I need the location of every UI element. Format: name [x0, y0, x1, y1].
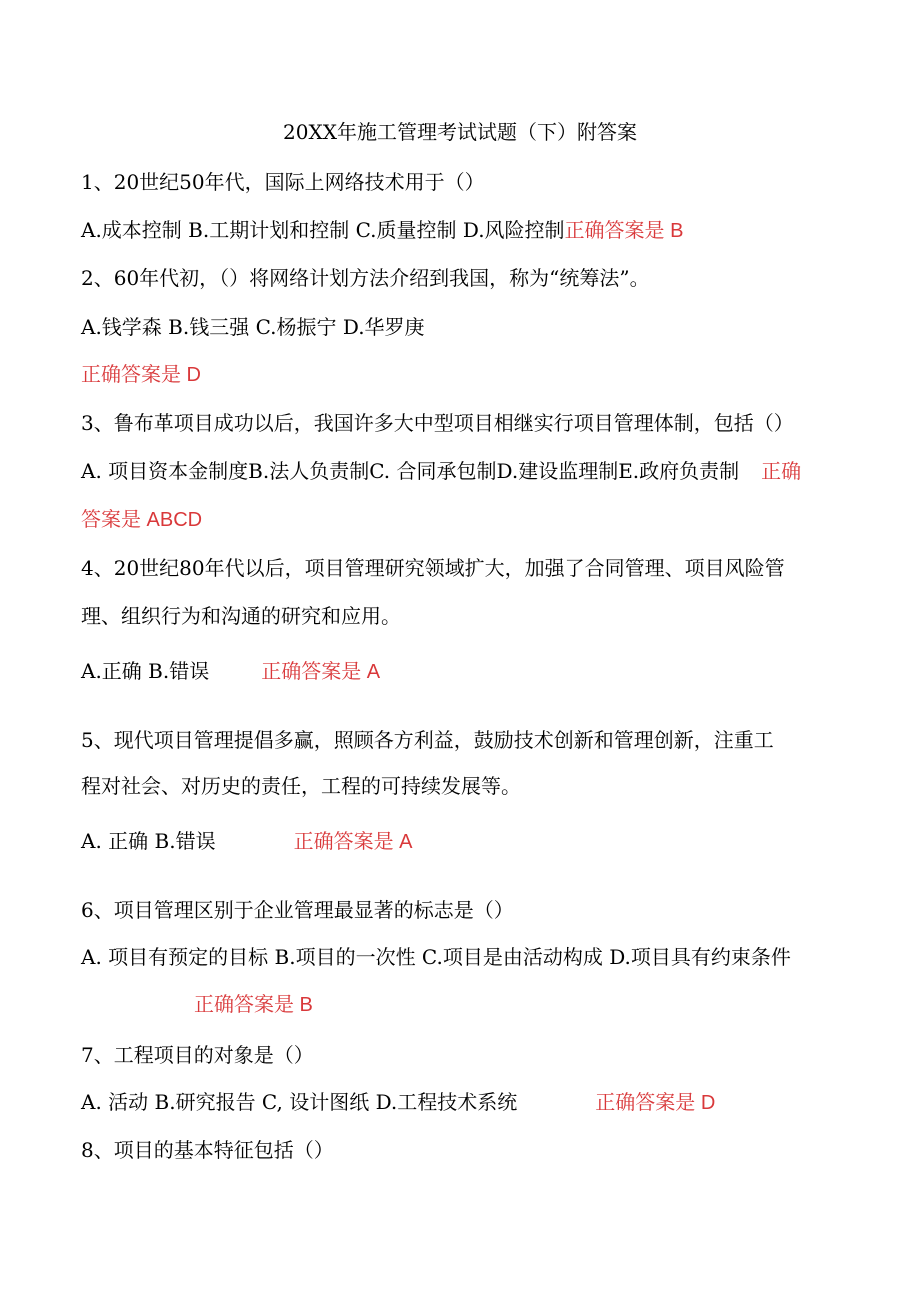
question-4-options: A.正确 B.错误: [81, 659, 210, 683]
question-4-answer: 正确答案是 A: [261, 661, 381, 683]
question-4-stem-line-1: 4、20世纪80年代以后，项目管理研究领域扩大，加强了合同管理、项目风险管: [81, 556, 785, 580]
question-5-stem-line-1: 5、现代项目管理提倡多赢，照顾各方利益，鼓励技术创新和管理创新，注重工: [81, 728, 774, 752]
question-5-options: A. 正确 B.错误: [81, 829, 216, 853]
question-6-options: A. 项目有预定的目标 B.项目的一次性 C.项目是由活动构成 D.项目具有约束条件: [81, 945, 791, 969]
question-5-stem-line-2: 程对社会、对历史的责任，工程的可持续发展等。: [81, 774, 521, 798]
question-4-stem-line-2: 理、组织行为和沟通的研究和应用。: [81, 604, 401, 628]
question-7-answer: 正确答案是 D: [595, 1092, 716, 1114]
question-7-stem: 7、工程项目的对象是（）: [81, 1043, 314, 1067]
question-2-stem: 2、60年代初，（）将网络计划方法介绍到我国，称为“统筹法”。: [81, 266, 650, 290]
question-5-options-line: [81, 827, 851, 856]
question-1-options-line: [81, 216, 851, 245]
question-2-options: A.钱学森 B.钱三强 C.杨振宁 D.华罗庚: [81, 315, 425, 339]
question-6-stem: 6、项目管理区别于企业管理最显著的标志是（）: [81, 898, 514, 922]
question-8-stem: 8、项目的基本特征包括（）: [81, 1138, 334, 1162]
question-3-options-line: [81, 457, 851, 486]
question-3-answer-part2: 答案是 ABCD: [81, 509, 203, 531]
question-1-stem: 1、20世纪50年代，国际上网络技术用于（）: [81, 170, 485, 194]
question-3-answer-part1: 正确: [761, 461, 802, 483]
question-2-answer: 正确答案是 D: [81, 364, 201, 386]
page-title: 20XX年施工管理考试试题（下）附答案: [283, 120, 637, 144]
question-7-options: A. 活动 B.研究报告 C, 设计图纸 D.工程技术系统: [81, 1090, 518, 1114]
question-7-options-line: [81, 1088, 851, 1117]
question-5-answer: 正确答案是 A: [293, 831, 413, 853]
question-1-options: A.成本控制 B.工期计划和控制 C.质量控制 D.风险控制: [81, 218, 565, 242]
question-1-answer: 正确答案是 B: [564, 220, 684, 242]
question-3-stem: 3、鲁布革项目成功以后，我国许多大中型项目相继实行项目管理体制，包括（）: [81, 411, 794, 435]
question-4-options-line: [81, 657, 851, 686]
question-6-answer: 正确答案是 B: [194, 994, 313, 1016]
question-3-options: A. 项目资本金制度B.法人负责制C. 合同承包制D.建设监理制E.政府负责制: [81, 459, 740, 483]
